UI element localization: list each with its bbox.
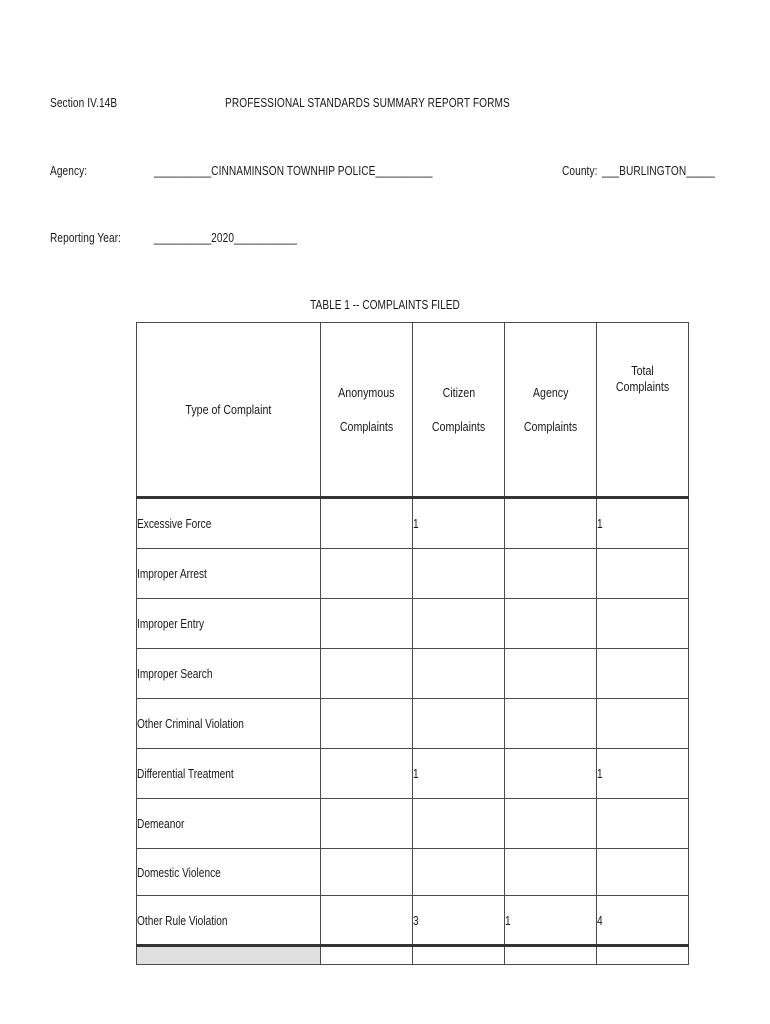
complaint-type-cell bbox=[137, 799, 321, 849]
complaint-type-label: Excessive Force bbox=[137, 516, 212, 531]
header-agency-line1: Agency bbox=[532, 384, 569, 400]
agency-count-cell bbox=[505, 849, 597, 896]
totals-row bbox=[137, 946, 689, 965]
totals-cell bbox=[321, 946, 413, 965]
anonymous-count-cell bbox=[321, 749, 413, 799]
agency-count-cell bbox=[505, 699, 597, 749]
header-agency-line2: Complaints bbox=[523, 418, 578, 434]
complaint-type-label: Domestic Violence bbox=[137, 864, 221, 880]
totals-cell bbox=[597, 946, 689, 965]
complaints-table bbox=[136, 322, 689, 965]
section-number: Section IV.14B bbox=[50, 95, 118, 110]
complaint-type-cell bbox=[137, 549, 321, 599]
total-count-cell bbox=[597, 699, 689, 749]
complaint-type-cell bbox=[137, 699, 321, 749]
agency-count-cell bbox=[505, 896, 597, 946]
table-header bbox=[137, 323, 689, 498]
table-row bbox=[137, 699, 689, 749]
agency-count-cell bbox=[505, 649, 597, 699]
table-row bbox=[137, 599, 689, 649]
table-row bbox=[137, 799, 689, 849]
table-body bbox=[137, 498, 689, 965]
table-row bbox=[137, 896, 689, 946]
citizen-count-cell bbox=[413, 799, 505, 849]
complaint-type-label: Improper Search bbox=[137, 666, 213, 681]
table-row bbox=[137, 549, 689, 599]
header-total-label: Total Complaints bbox=[615, 363, 670, 394]
totals-cell bbox=[413, 946, 505, 965]
header-total bbox=[597, 323, 689, 498]
table-row bbox=[137, 849, 689, 896]
citizen-count-value: 3 bbox=[413, 912, 419, 928]
citizen-count-cell bbox=[413, 498, 505, 549]
anonymous-count-cell bbox=[321, 849, 413, 896]
anonymous-count-cell bbox=[321, 549, 413, 599]
table-title bbox=[0, 297, 770, 312]
total-count-value: 4 bbox=[597, 912, 603, 928]
agency-count-cell bbox=[505, 498, 597, 549]
complaint-type-cell bbox=[137, 896, 321, 946]
header-anonymous-line1: Anonymous bbox=[338, 384, 395, 400]
total-count-cell bbox=[597, 849, 689, 896]
complaint-type-cell bbox=[137, 599, 321, 649]
anonymous-count-cell bbox=[321, 699, 413, 749]
complaint-type-label: Improper Arrest bbox=[137, 566, 207, 581]
anonymous-count-cell bbox=[321, 896, 413, 946]
header-row bbox=[137, 323, 689, 498]
agency-count-cell bbox=[505, 549, 597, 599]
complaint-type-label: Other Rule Violation bbox=[137, 912, 228, 928]
table-row bbox=[137, 749, 689, 799]
citizen-count-cell bbox=[413, 749, 505, 799]
header-anonymous-line2: Complaints bbox=[339, 418, 394, 434]
header-type-label: Type of Complaint bbox=[185, 401, 272, 417]
header-citizen-line2: Complaints bbox=[431, 418, 486, 434]
header-citizen bbox=[413, 323, 505, 498]
table-row bbox=[137, 498, 689, 549]
agency-value: __________CINNAMINSON TOWNHIP POLICE__________ bbox=[154, 163, 433, 178]
complaint-type-cell bbox=[137, 749, 321, 799]
total-count-cell bbox=[597, 549, 689, 599]
totals-shaded-cell bbox=[137, 946, 321, 965]
header-anonymous bbox=[321, 323, 413, 498]
agency-count-value: 1 bbox=[505, 912, 511, 928]
anonymous-count-cell bbox=[321, 649, 413, 699]
total-count-cell bbox=[597, 749, 689, 799]
citizen-count-value: 1 bbox=[413, 516, 419, 531]
county-label: County: bbox=[562, 163, 598, 178]
table-title-text: TABLE 1 -- COMPLAINTS FILED bbox=[310, 297, 460, 312]
total-count-cell bbox=[597, 599, 689, 649]
reporting-year-label: Reporting Year: bbox=[50, 230, 122, 245]
totals-cell bbox=[505, 946, 597, 965]
total-count-cell bbox=[597, 896, 689, 946]
citizen-count-value: 1 bbox=[413, 766, 419, 781]
agency-count-cell bbox=[505, 599, 597, 649]
complaint-type-cell bbox=[137, 849, 321, 896]
agency-count-cell bbox=[505, 749, 597, 799]
page-title: PROFESSIONAL STANDARDS SUMMARY REPORT FORMS bbox=[225, 95, 510, 110]
complaint-type-cell bbox=[137, 498, 321, 549]
agency-label: Agency: bbox=[50, 163, 88, 178]
complaint-type-label: Differential Treatment bbox=[137, 766, 234, 781]
complaint-type-label: Demeanor bbox=[137, 816, 185, 831]
complaint-type-label: Improper Entry bbox=[137, 616, 205, 631]
agency-count-cell bbox=[505, 799, 597, 849]
header-agency bbox=[505, 323, 597, 498]
citizen-count-cell bbox=[413, 649, 505, 699]
citizen-count-cell bbox=[413, 849, 505, 896]
citizen-count-cell bbox=[413, 896, 505, 946]
anonymous-count-cell bbox=[321, 799, 413, 849]
complaint-type-label: Other Criminal Violation bbox=[137, 716, 244, 731]
citizen-count-cell bbox=[413, 599, 505, 649]
complaint-type-cell bbox=[137, 649, 321, 699]
table-row bbox=[137, 649, 689, 699]
citizen-count-cell bbox=[413, 699, 505, 749]
total-count-cell bbox=[597, 649, 689, 699]
county-value: ___BURLINGTON_____ bbox=[602, 163, 715, 178]
reporting-year-value: __________2020___________ bbox=[154, 230, 297, 245]
anonymous-count-cell bbox=[321, 599, 413, 649]
anonymous-count-cell bbox=[321, 498, 413, 549]
total-count-cell bbox=[597, 799, 689, 849]
total-count-cell bbox=[597, 498, 689, 549]
header-citizen-line1: Citizen bbox=[442, 384, 475, 400]
header-type bbox=[137, 323, 321, 498]
total-count-value: 1 bbox=[597, 766, 603, 781]
citizen-count-cell bbox=[413, 549, 505, 599]
total-count-value: 1 bbox=[597, 516, 603, 531]
